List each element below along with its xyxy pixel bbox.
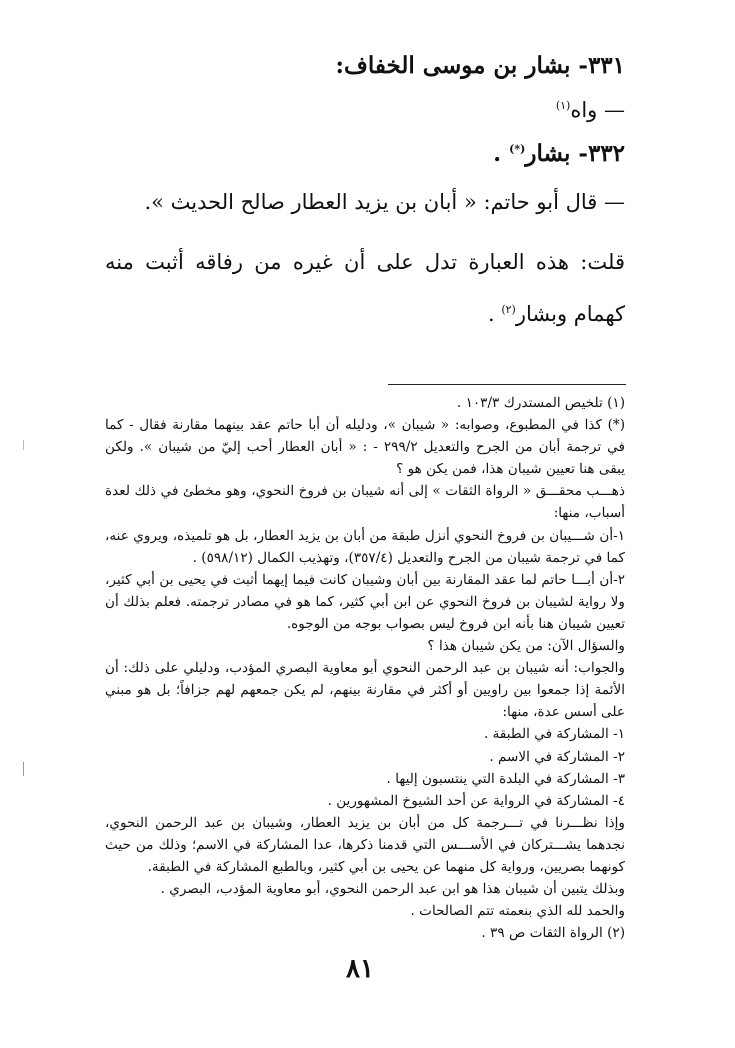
footnote-star-list-item: ١- المشاركة في الطبقة . bbox=[483, 726, 625, 743]
footnote-2: (٢) الرواة الثقات ص ٣٩ . bbox=[481, 925, 625, 942]
footnotes bbox=[105, 392, 625, 944]
footnote-divider bbox=[388, 384, 626, 385]
footnote-star-paragraph: والسؤال الآن: من يكن شيبان هذا ؟ bbox=[427, 638, 625, 655]
footnote-star-list-item: ٣- المشاركة في البلدة التي ينتسبون إليها . bbox=[386, 770, 625, 787]
footnote-1: (١) تلخيص المستدرك ١٠٣/٣ . bbox=[456, 395, 625, 411]
entry-332-heading-end: . bbox=[493, 140, 502, 167]
entry-332-note-text: قلت: هذه العبارة تدل على أن غيره من رفاقه أثبت منه كهمام وبشار bbox=[105, 250, 625, 326]
footnote-ref-1: (١) bbox=[555, 99, 571, 112]
entry-332-heading bbox=[105, 140, 625, 167]
margin-mark bbox=[23, 762, 24, 776]
footnote-ref-star: (*) bbox=[509, 142, 526, 156]
entry-331-body bbox=[105, 98, 625, 122]
footnote-star-list-item: ٤- المشاركة في الرواية عن أحد الشيوخ المشهورين . bbox=[327, 792, 625, 809]
entry-332-note-end: . bbox=[487, 302, 495, 326]
footnote-star-paragraph: (*) كذا في المطبوع، وصوابه: « شيبان »، ودليله أن أبا حاتم عقد بينهما مقارنة فقال - كما في ترجمة أبان من الجرح والتعديل ٢٩٩/٢ - : « أبان العطار أحب إليّ من شيبان ». ولكن يبقى هنا تعيين شيبان هذا، فمن يكن هو ؟ bbox=[105, 417, 625, 478]
footnote-star-paragraph: ذهـــب محقـــق « الرواة الثقات » إلى أنه شيبان بن فروخ النحوي، وهو مخطئ في ذلك لعدة أسباب، منها: bbox=[105, 483, 625, 522]
footnote-star-paragraph: ١-أن شـــيبان بن فروخ النحوي أنزل طبقة من أبان بن يزيد العطار، بل هو تلميذه، ويروي عنه، كما في ترجمة شيبان من الجرح والتعديل (٣٥٧/٤)، وتهذيب الكمال (٥٩٨/١٢) . bbox=[105, 527, 625, 566]
entry-332-quote bbox=[105, 190, 625, 214]
entry-331-heading bbox=[105, 52, 625, 79]
footnote-ref-2: (٢) bbox=[501, 303, 516, 316]
entry-332-quote-text: — قال أبو حاتم: « أبان بن يزيد العطار صالح الحديث ». bbox=[144, 190, 625, 214]
entry-332-heading-text: ٣٣٢- بشار bbox=[525, 140, 625, 167]
footnote-star-paragraph: والجواب: أنه شيبان بن عبد الرحمن النحوي أبو معاوية البصري المؤدب، ودليلي على ذلك: أن الأئمة إذا جمعوا بين راويين أو أكثر في مقارنة بينهم، لم يكن جمعهم لهم جزافاً؛ بل هو مبني على أسس عدة، منها: bbox=[105, 660, 625, 721]
entry-332-note bbox=[105, 238, 625, 338]
footnote-star-paragraph: ٢-أن أبـــا حاتم لما عقد المقارنة بين أبان وشيبان كانت فيما إيهما أثبت في يحيى بن أبي كثير، ولا رواية لشيبان بن فروخ النحوي عن ابن أبي كثير، كما هو في مصادر ترجمته. فعلم بذلك أن تعيين شيبان هنا بأنه ابن فروخ ليس بصواب بوجه من الوجوه. bbox=[105, 571, 625, 632]
margin-mark bbox=[23, 440, 24, 450]
page-number: ٨١ bbox=[346, 954, 374, 984]
footnote-star-list-item: ٢- المشاركة في الاسم . bbox=[489, 748, 625, 765]
entry-331-heading-text: ٣٣١- بشار بن موسى الخفاف: bbox=[335, 52, 625, 79]
entry-331-body-text: — واه bbox=[570, 98, 625, 122]
footnote-star-paragraph: وإذا نظـــرنا في تـــرجمة كل من أبان بن يزيد العطار، وشيبان بن عبد الرحمن النحوي، نجدهما يشـــتركان في الأســـس التي قدمنا ذكرها، عدا المشاركة في الاسم؛ وذلك من حيث كونهما بصريين، ورواية كل منهما عن يحيى بن أبي كثير، وبالطبع المشاركة في الطبقة. bbox=[105, 814, 625, 875]
footnote-star-paragraph: وبذلك يتبين أن شيبان هذا هو ابن عبد الرحمن النحوي، أبو معاوية المؤدب، البصري . bbox=[160, 881, 625, 898]
footnote-star-paragraph: والحمد لله الذي بنعمته تتم الصالحات . bbox=[410, 903, 625, 920]
